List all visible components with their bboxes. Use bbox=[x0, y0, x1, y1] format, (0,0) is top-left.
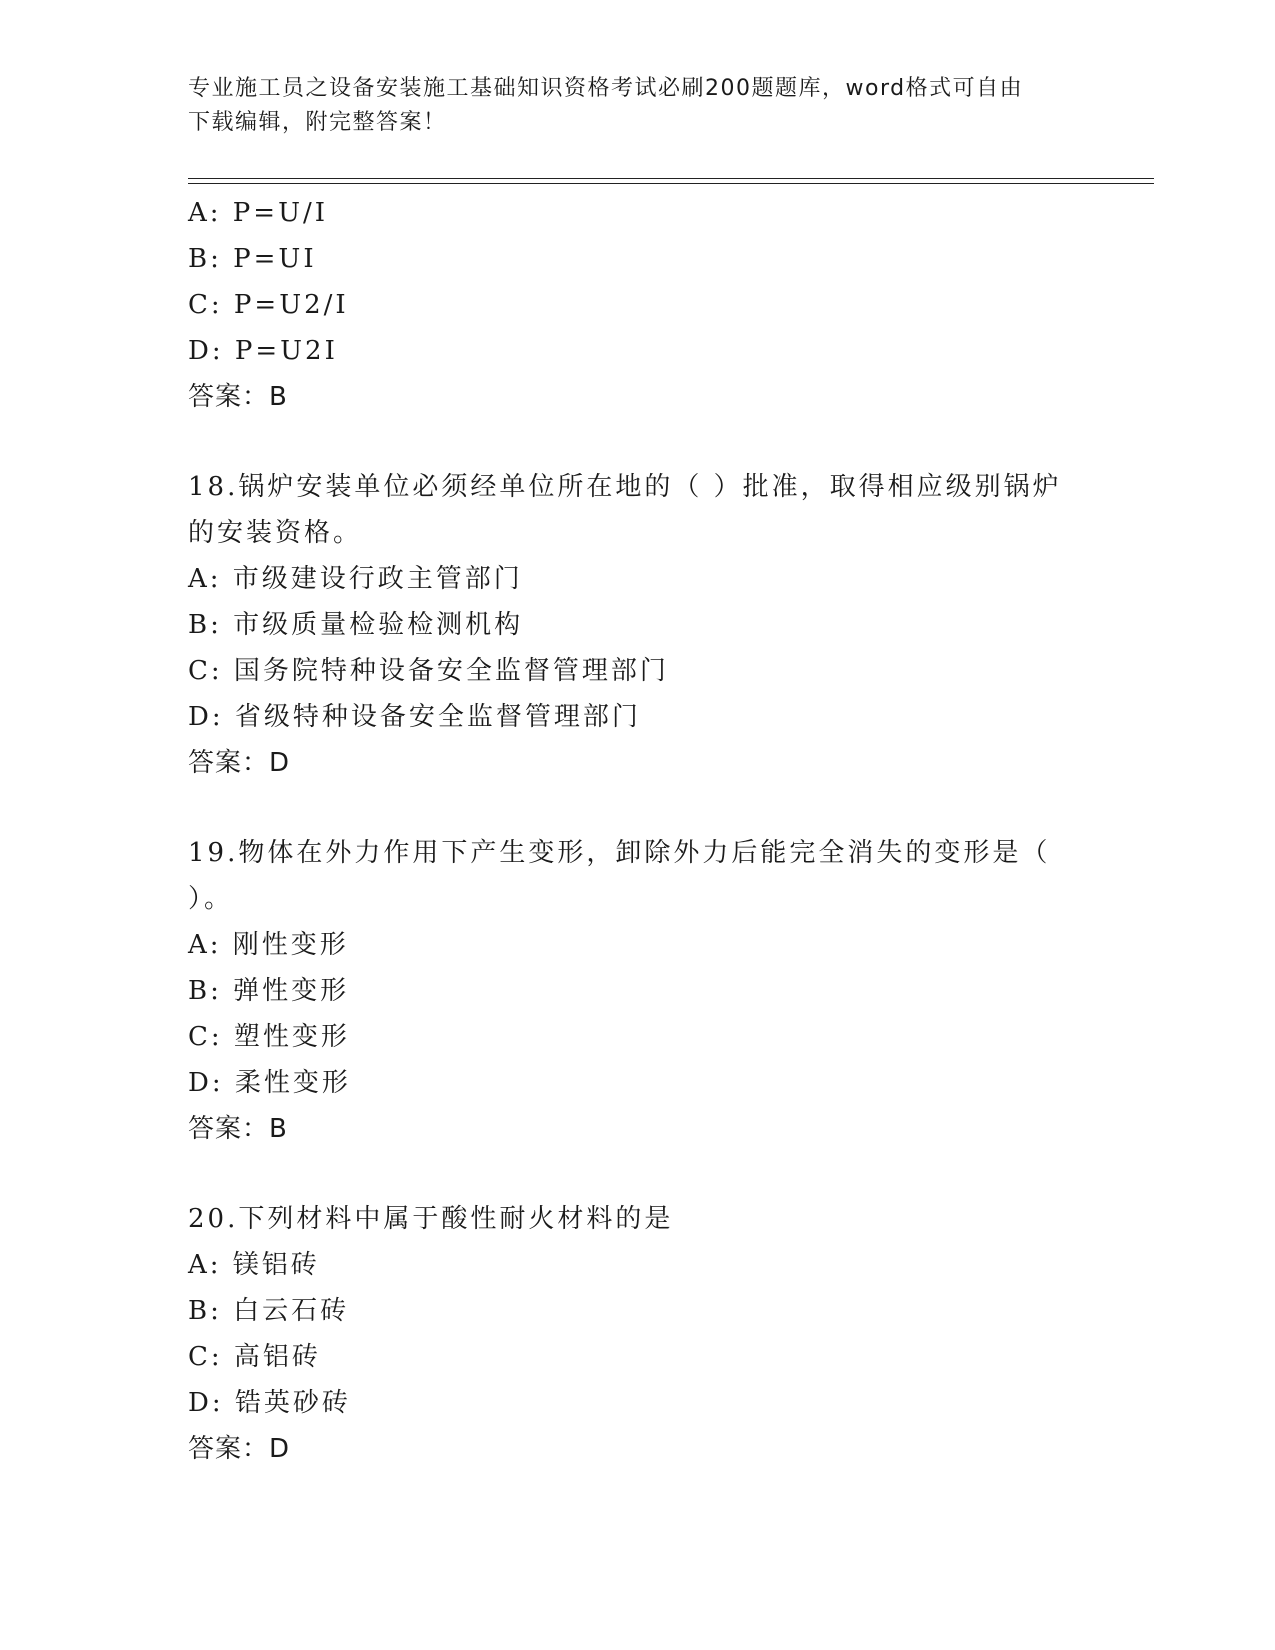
document-header bbox=[188, 72, 1088, 140]
question-17 bbox=[188, 190, 1088, 420]
option-b: B: 白云石砖 bbox=[188, 1296, 350, 1326]
option-a: A: 镁铝砖 bbox=[188, 1250, 320, 1280]
option-b: B: P=UI bbox=[188, 244, 317, 274]
option-c: C: 国务院特种设备安全监督管理部门 bbox=[188, 656, 669, 686]
option-d: D: P=U2I bbox=[188, 336, 338, 366]
option-d: D: 柔性变形 bbox=[188, 1068, 351, 1098]
answer: 答案：D bbox=[188, 748, 291, 778]
answer: 答案：B bbox=[188, 1114, 288, 1144]
option-c: C: 高铝砖 bbox=[188, 1342, 321, 1372]
header-rule-top bbox=[188, 178, 1154, 179]
option-c: C: 塑性变形 bbox=[188, 1022, 350, 1052]
answer: 答案：B bbox=[188, 382, 288, 412]
option-d: D: 省级特种设备安全监督管理部门 bbox=[188, 702, 641, 732]
question-text-line-1: 18.锅炉安装单位必须经单位所在地的（ ）批准，取得相应级别锅炉 bbox=[188, 472, 1062, 502]
question-18 bbox=[188, 464, 1088, 786]
option-a: A: P=U/I bbox=[188, 198, 329, 228]
option-b: B: 市级质量检验检测机构 bbox=[188, 610, 524, 640]
question-20 bbox=[188, 1196, 1088, 1472]
option-c: C: P=U2/I bbox=[188, 290, 349, 320]
option-a: A: 刚性变形 bbox=[188, 930, 349, 960]
header-title-line-2: 下载编辑，附完整答案！ bbox=[188, 110, 447, 135]
question-text-line-2: ）。 bbox=[188, 884, 234, 914]
answer: 答案：D bbox=[188, 1434, 291, 1464]
option-b: B: 弹性变形 bbox=[188, 976, 350, 1006]
question-text-line-1: 20.下列材料中属于酸性耐火材料的是 bbox=[188, 1204, 674, 1234]
question-text-line-2: 的安装资格。 bbox=[188, 518, 363, 548]
question-text-line-1: 19.物体在外力作用下产生变形，卸除外力后能完全消失的变形是（ bbox=[188, 838, 1051, 868]
question-19 bbox=[188, 830, 1088, 1152]
option-d: D: 锆英砂砖 bbox=[188, 1388, 351, 1418]
header-title-line-1: 专业施工员之设备安装施工基础知识资格考试必刷200题题库，word格式可自由 bbox=[188, 76, 1024, 101]
question-list bbox=[188, 190, 1088, 1472]
header-rule-bottom bbox=[188, 183, 1154, 184]
option-a: A: 市级建设行政主管部门 bbox=[188, 564, 523, 594]
